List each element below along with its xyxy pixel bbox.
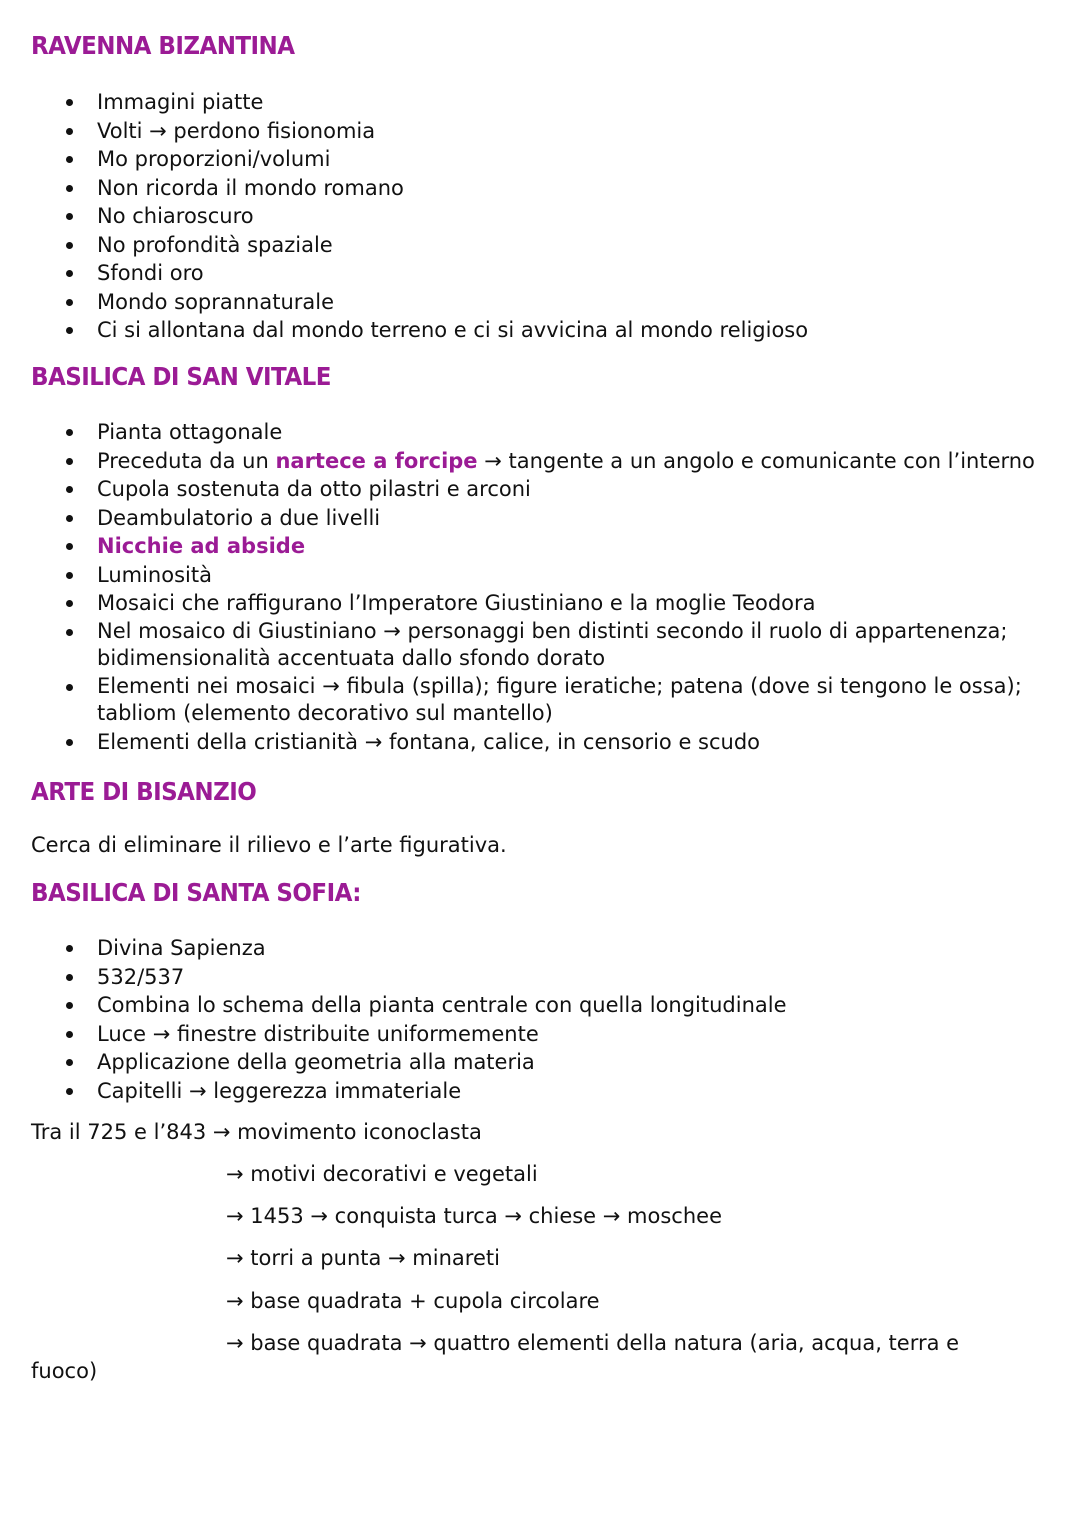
heading-ravenna-bizantina: RAVENNA BIZANTINA [31,31,295,60]
list-item: Cupola sostenuta da otto pilastri e arconi [0,475,1060,504]
list-item: Volti → perdono fisionomia [0,117,1060,146]
arrow-line: → base quadrata → quattro elementi della natura (aria, acqua, terra e [226,1331,960,1355]
list-item-text: Preceduta da un [97,448,276,473]
list-item: Ci si allontana dal mondo terreno e ci si avvicina al mondo religioso [0,316,1060,345]
list-item: Luminosità [0,561,1060,590]
list-item: Sfondi oro [0,259,1060,288]
list-item: Divina Sapienza [0,934,1060,963]
list-item: Non ricorda il mondo romano [0,174,1060,203]
list-item: 532/537 [0,963,1060,992]
arrow-line: → 1453 → conquista turca → chiese → moschee [226,1204,722,1228]
highlight-nartece: nartece a forcipe [275,448,478,473]
list-ravenna [0,88,1060,345]
list-item: Elementi nei mosaici → fibula (spilla); figure ieratiche; patena (dove si tengono le ossa); tabliom (elemento decorativo sul mantello) [0,673,1060,728]
list-santa-sofia [0,934,1060,1105]
list-item: Mo proporzioni/volumi [0,145,1060,174]
list-item: Nel mosaico di Giustiniano → personaggi ben distinti secondo il ruolo di appartenenza; bidimensionalità accentuata dallo sfondo dorato [0,618,1060,673]
list-item: Luce → finestre distribuite uniformemente [0,1020,1060,1049]
highlight-nicchie: Nicchie ad abside [97,534,306,558]
paragraph-bisanzio: Cerca di eliminare il rilievo e l’arte figurativa. [31,833,507,857]
heading-santa-sofia: BASILICA DI SANTA SOFIA: [31,878,361,907]
list-item: Pianta ottagonale [0,418,1060,447]
list-item-text: → tangente a un angolo e comunicante con l’interno [477,448,1035,473]
heading-san-vitale: BASILICA DI SAN VITALE [31,362,331,391]
arrow-line: → torri a punta → minareti [226,1246,500,1270]
list-item: Immagini piatte [0,88,1060,117]
list-item: Applicazione della geometria alla materia [0,1048,1060,1077]
paragraph-tail: fuoco) [31,1359,98,1383]
list-san-vitale [0,418,1060,756]
paragraph-iconoclasm: Tra il 725 e l’843 → movimento iconoclasta [31,1120,482,1144]
arrow-line: → base quadrata + cupola circolare [226,1289,600,1313]
list-item: Mondo soprannaturale [0,288,1060,317]
list-item: Deambulatorio a due livelli [0,504,1060,533]
list-item: Elementi della cristianità → fontana, calice, in censorio e scudo [0,728,1060,757]
list-item [0,447,1060,476]
list-item: No chiaroscuro [0,202,1060,231]
arrow-line: → motivi decorativi e vegetali [226,1162,538,1186]
list-item [0,532,1060,561]
list-item: Combina lo schema della pianta centrale con quella longitudinale [0,991,1060,1020]
heading-arte-bisanzio: ARTE DI BISANZIO [31,777,257,806]
list-item: Mosaici che raffigurano l’Imperatore Giustiniano e la moglie Teodora [0,589,1060,618]
list-item: Capitelli → leggerezza immateriale [0,1077,1060,1106]
list-item: No profondità spaziale [0,231,1060,260]
